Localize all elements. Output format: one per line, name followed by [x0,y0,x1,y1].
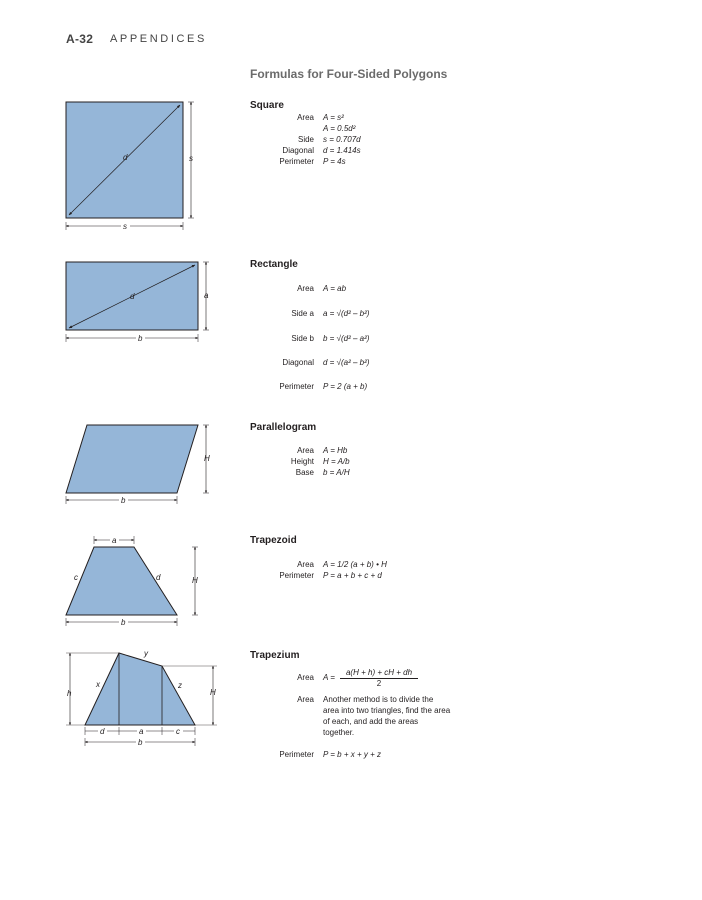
parallelogram-area-formula: A = Hb [323,446,348,455]
rectangle-heading: Rectangle [250,259,298,270]
parallelogram-label-b: b [121,496,126,505]
trapezium-label-d: d [100,727,105,736]
square-area-formula-2: A = 0.5d² [323,124,356,133]
rectangle-area-formula: A = ab [323,284,347,293]
square-area-label: Area [297,113,314,122]
trapezoid-diagram [66,536,198,627]
trapezoid-area-label: Area [297,560,314,569]
square-diagonal-formula: d = 1.414s [323,146,361,155]
trapezium-area-numerator: a(H + h) + cH + dh [345,668,413,677]
square-diagram [66,102,194,231]
square-heading: Square [250,100,284,111]
rectangle-side-a-label: Side a [291,309,314,318]
parallelogram-base-label: Base [295,468,314,477]
parallelogram-area-label: Area [297,446,314,455]
rectangle-diagonal-label: Diagonal [282,358,314,367]
page-title: Formulas for Four-Sided Polygons [250,67,448,81]
trapezoid-label-a: a [112,536,117,545]
rectangle-side-b-label: Side b [291,334,314,343]
rectangle-perimeter-label: Perimeter [279,382,314,391]
rectangle-diagram [66,262,209,343]
square-diagonal-label: Diagonal [282,146,314,155]
trapezoid-perimeter-formula: P = a + b + c + d [323,571,382,580]
trapezium-area-label: Area [297,673,314,682]
trapezium-area2-text: Another method is to divide the area into two triangles, find the area of each, and add the areas together. [323,695,451,737]
square-perimeter-label: Perimeter [279,157,314,166]
trapezium-label-h: h [67,689,72,698]
parallelogram-label-H: H [204,454,210,463]
trapezoid-perimeter-label: Perimeter [279,571,314,580]
square-side-label: Side [297,135,314,144]
trapezium-area2-label: Area [297,695,314,704]
rectangle-perimeter-formula: P = 2 (a + b) [323,382,368,391]
section-title: APPENDICES [110,33,207,45]
trapezium-label-b: b [138,738,143,747]
rectangle-side-a-formula: a = √(d² – b²) [323,309,370,318]
trapezoid-heading: Trapezoid [250,535,297,546]
square-area-formula: A = s² [323,113,344,122]
trapezium-heading: Trapezium [250,650,300,661]
rectangle-label-a: a [204,291,209,300]
rectangle-label-b: b [138,334,143,343]
parallelogram-base-formula: b = A/H [323,468,350,477]
trapezium-label-c: c [176,727,180,736]
trapezium-diagram [66,649,217,747]
rectangle-side-b-formula: b = √(d² – a²) [323,334,370,343]
trapezium-area-lhs: A = [323,673,335,682]
rectangle-diagonal-formula: d = √(a² – b²) [323,358,370,367]
trapezium-perimeter-formula: P = b + x + y + z [323,750,381,759]
square-label-s-right: s [189,154,193,163]
trapezium-label-y: y [144,649,148,658]
parallelogram-height-label: Height [290,457,314,466]
trapezium-label-H: H [210,688,216,697]
trapezium-label-z: z [178,681,182,690]
trapezium-area-denominator: 2 [376,679,382,688]
trapezoid-label-d: d [156,573,161,582]
square-label-d: d [123,153,128,162]
parallelogram-shape [66,425,198,493]
page-number: A-32 [66,32,94,46]
parallelogram-heading: Parallelogram [250,422,317,433]
trapezoid-label-b: b [121,618,126,627]
trapezoid-label-H: H [192,576,198,585]
rectangle-label-d: d [130,292,135,301]
trapezoid-area-formula: A = 1/2 (a + b) • H [323,560,387,569]
trapezoid-label-c: c [74,573,78,582]
square-label-s-bottom: s [123,222,127,231]
rectangle-area-label: Area [297,284,314,293]
square-perimeter-formula: P = 4s [323,157,346,166]
parallelogram-diagram [66,425,210,505]
trapezium-label-a: a [139,727,144,736]
trapezium-label-x: x [96,680,100,689]
square-side-formula: s = 0.707d [323,135,361,144]
parallelogram-height-formula: H = A/b [323,457,350,466]
trapezium-perimeter-label: Perimeter [279,750,314,759]
